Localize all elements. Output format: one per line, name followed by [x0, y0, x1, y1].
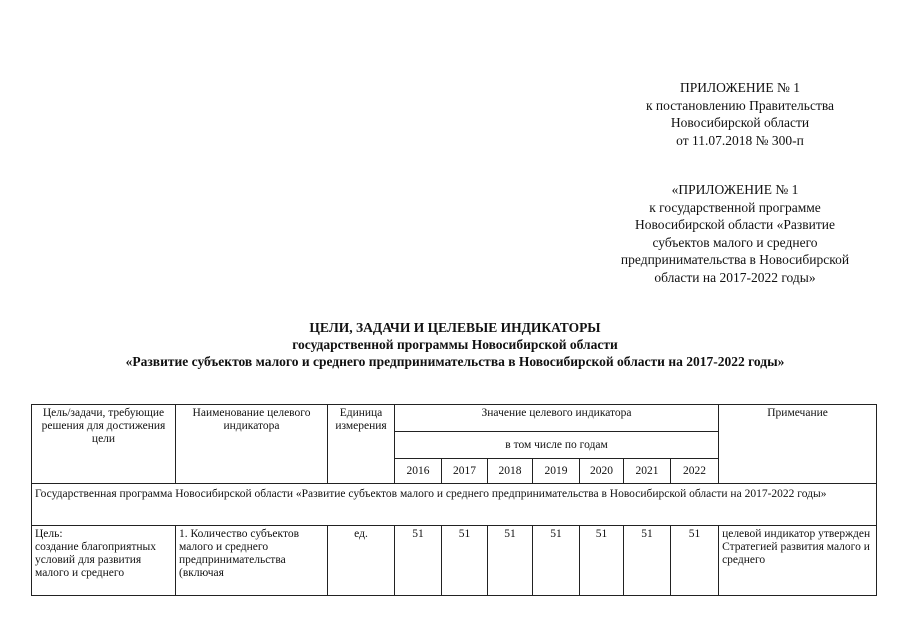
title-line-1: ЦЕЛИ, ЗАДАЧИ И ЦЕЛЕВЫЕ ИНДИКАТОРЫ [309, 320, 601, 335]
header-year: 2021 [624, 459, 671, 484]
value-cell: 51 [533, 526, 580, 596]
appendix-state-program [600, 181, 870, 286]
indicators-table [31, 404, 877, 596]
header-unit: Единица измерения [328, 405, 395, 484]
value-cell: 51 [671, 526, 719, 596]
appendix-line: «ПРИЛОЖЕНИЕ № 1 [671, 182, 799, 197]
title-line-2: государственной программы Новосибирской области [292, 337, 618, 352]
value-cell: 51 [395, 526, 442, 596]
document-title [40, 319, 870, 370]
appendix-line: предпринимательства в Новосибирской [620, 252, 850, 267]
indicator-cell: 1. Количество субъектов малого и среднего предпринимательства (включая [176, 526, 328, 596]
goal-label: Цель: [35, 528, 63, 540]
appendix-line: Новосибирской области [670, 115, 810, 130]
unit-cell: ед. [328, 526, 395, 596]
appendix-line: от 11.07.2018 № 300-п [676, 132, 804, 148]
program-row [32, 484, 877, 526]
table-row [32, 526, 877, 596]
appendix-government-resolution [600, 79, 880, 149]
header-value: Значение целевого индикатора [395, 405, 719, 432]
program-name-cell: Государственная программа Новосибирской области «Развитие субъектов малого и среднего предпринимательства в Новосибирской области на 2017-2022 годы» [32, 484, 877, 526]
title-line-3: «Развитие субъектов малого и среднего предпринимательства в Новосибирской области на 2017-2022 годы» [125, 354, 785, 369]
header-year: 2019 [533, 459, 580, 484]
appendix-line: ПРИЛОЖЕНИЕ № 1 [679, 80, 801, 95]
value-cell: 51 [624, 526, 671, 596]
note-cell: целевой индикатор утвержден Стратегией развития малого и среднего [719, 526, 877, 596]
header-year: 2016 [395, 459, 442, 484]
header-goal: Цель/задачи, требующие решения для достижения цели [32, 405, 176, 484]
value-cell: 51 [488, 526, 533, 596]
value-cell: 51 [442, 526, 488, 596]
appendix-line: к постановлению Правительства [645, 97, 835, 113]
goal-cell [32, 526, 176, 596]
goal-text: создание благоприятных условий для развития малого и среднего [35, 541, 157, 579]
value-cell: 51 [580, 526, 624, 596]
header-note: Примечание [719, 405, 877, 484]
appendix-line: к государственной программе [649, 199, 821, 215]
header-by-year: в том числе по годам [395, 432, 719, 459]
header-year: 2022 [671, 459, 719, 484]
header-row-1 [32, 405, 877, 432]
appendix-line: субъектов малого и среднего [652, 234, 818, 250]
header-year: 2017 [442, 459, 488, 484]
header-year: 2018 [488, 459, 533, 484]
header-indicator: Наименование целевого индикатора [176, 405, 328, 484]
header-year: 2020 [580, 459, 624, 484]
appendix-line: области на 2017-2022 годы» [654, 269, 816, 285]
appendix-line: Новосибирской области «Развитие [635, 217, 835, 232]
